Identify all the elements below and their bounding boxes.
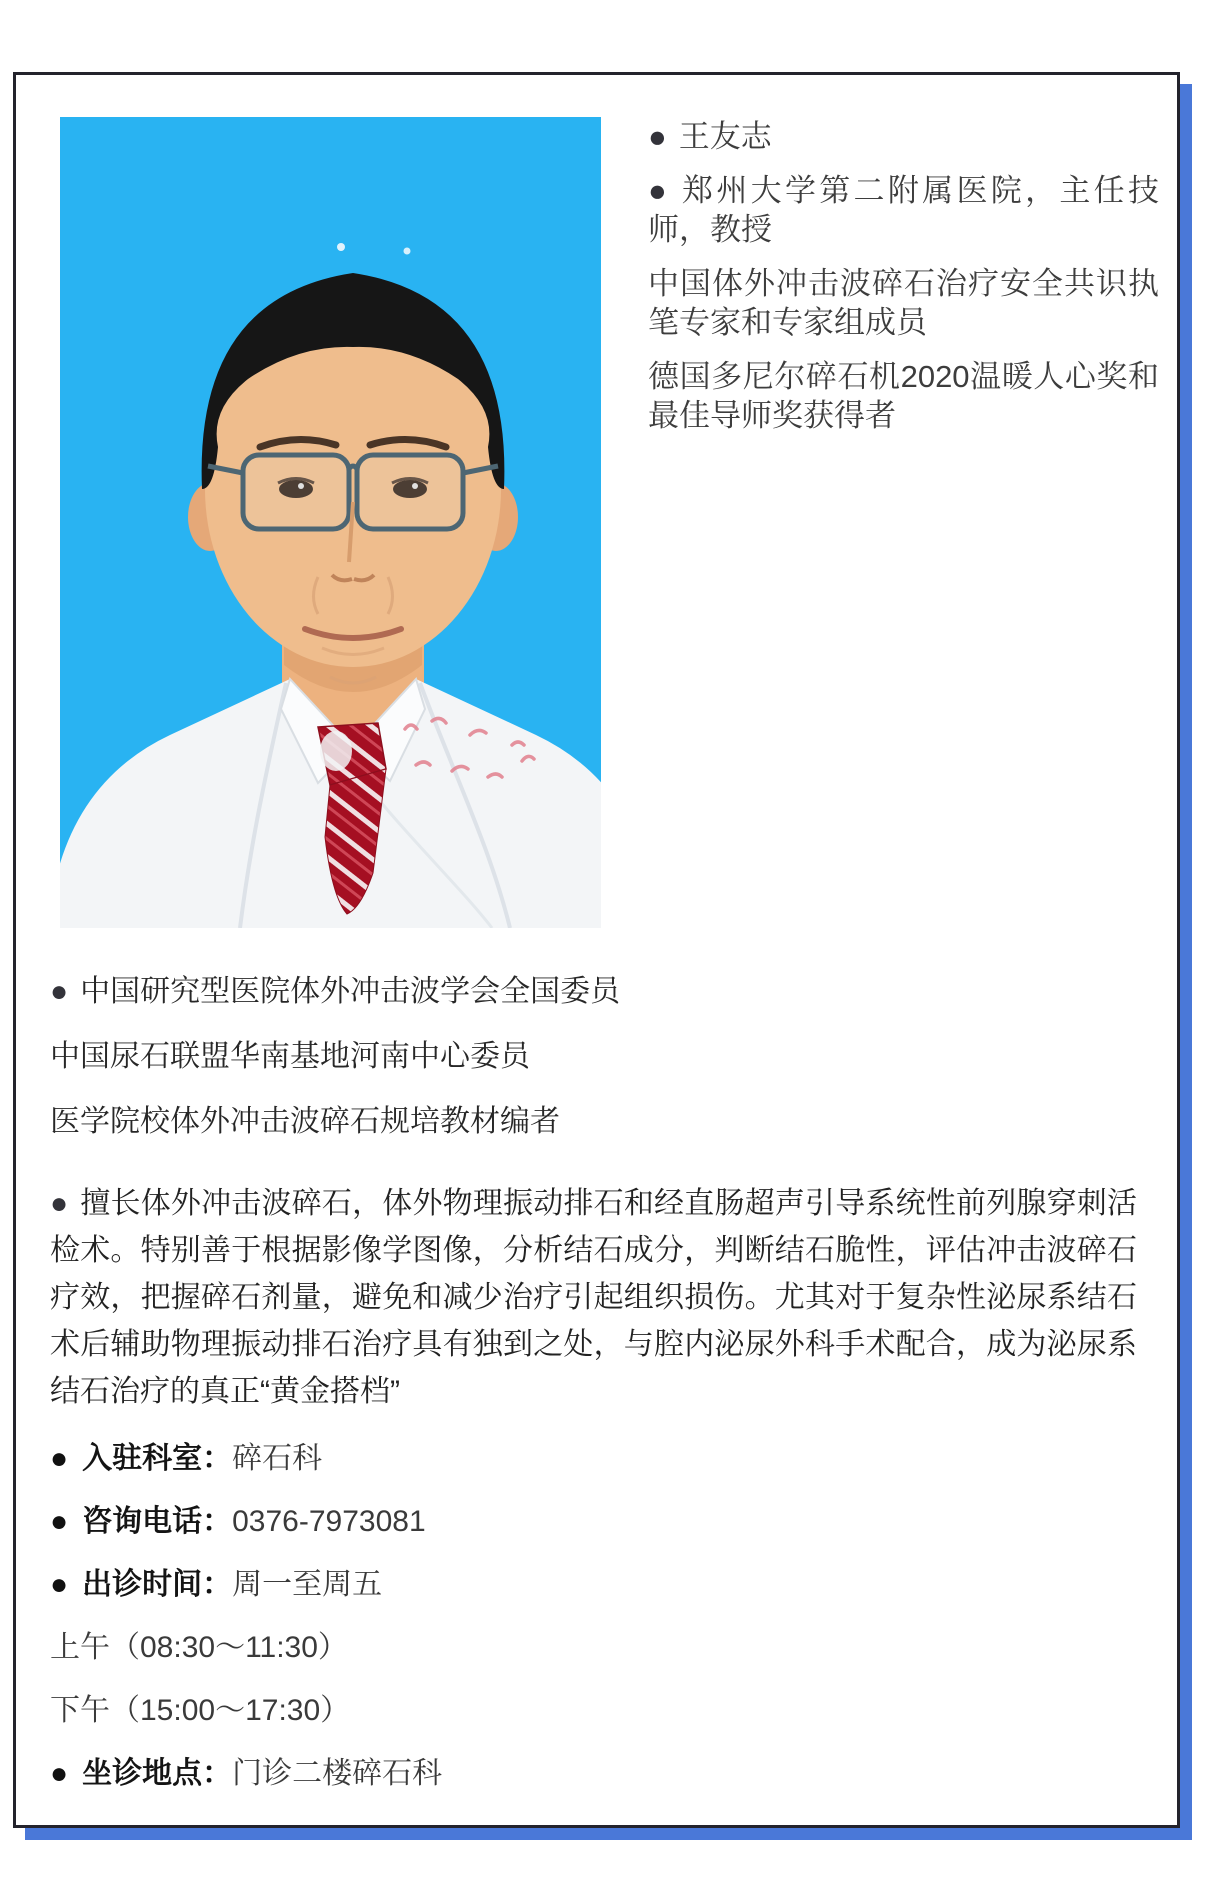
bullet-icon: ● [50,1187,69,1220]
membership-line [50,972,1147,1012]
memberships-section [50,972,1147,1142]
specialty-paragraph [50,1180,1137,1415]
bullet-icon: ● [648,119,667,154]
profile-card [13,72,1180,1828]
award-text: 德国多尼尔碎石机2020温暖人心奖和最佳导师奖获得者 [648,359,1159,433]
hospital-title: 郑州大学第二附属医院，主任技师，教授 [648,173,1159,247]
phone-value: 0376-7973081 [232,1505,426,1538]
afternoon-hours: 下午（15:00～17:30） [50,1694,351,1727]
info-section [50,1439,1147,1794]
doctor-name: 王友志 [678,119,772,154]
department-value: 碎石科 [232,1442,323,1475]
location-label: 坐诊地点： [82,1757,233,1790]
top-section [60,117,1159,928]
doctor-name-line [648,117,1159,156]
visit-time-label: 出诊时间： [82,1568,233,1601]
bullet-icon: ● [648,173,671,208]
bullet-icon: ● [50,1442,69,1475]
bullet-icon: ● [50,975,69,1008]
location-value: 门诊二楼碎石科 [232,1757,443,1790]
tie-highlight [320,731,352,771]
membership-line [50,1102,1147,1142]
photo-speck [404,248,411,255]
phone-row [50,1502,1147,1542]
department-label: 入驻科室： [82,1442,233,1475]
bullet-icon: ● [50,1568,69,1601]
membership-text: 中国研究型医院体外冲击波学会全国委员 [80,975,621,1008]
phone-label: 咨询电话： [82,1505,233,1538]
specialty-text: 擅长体外冲击波碎石，体外物理振动排石和经直肠超声引导系统性前列腺穿刺活检术。特别善于根据影像学图像，分析结石成分，判断结石脆性，评估冲击波碎石疗效，把握碎石剂量，避免和减少治疗引起组织损伤。尤其对于复杂性泌尿系结石术后辅助物理振动排石治疗具有独到之处，与腔内泌尿外科手术配合，成为泌尿系结石治疗的真正“黄金搭档” [50,1187,1138,1408]
doctor-portrait-illustration [60,117,601,928]
morning-hours: 上午（08:30～11:30） [50,1631,348,1664]
bullet-icon: ● [50,1757,69,1790]
membership-text: 医学院校体外冲击波碎石规培教材编者 [50,1105,560,1138]
membership-text: 中国尿石联盟华南基地河南中心委员 [50,1040,530,1073]
afternoon-hours-row [50,1691,1147,1731]
credential-line [648,264,1159,342]
specialty-section [50,1180,1137,1415]
location-row [50,1754,1147,1794]
membership-line [50,1037,1147,1077]
credential-text: 中国体外冲击波碎石治疗安全共识执笔专家和专家组成员 [648,266,1159,340]
visit-time-row [50,1565,1147,1605]
doctor-photo [60,117,601,928]
hospital-title-line [648,171,1159,249]
visit-time-value: 周一至周五 [232,1568,383,1601]
award-line [648,357,1159,435]
department-row [50,1439,1147,1479]
photo-speck [337,243,345,251]
bullet-icon: ● [50,1505,69,1538]
morning-hours-row [50,1628,1147,1668]
intro-column [648,117,1159,928]
